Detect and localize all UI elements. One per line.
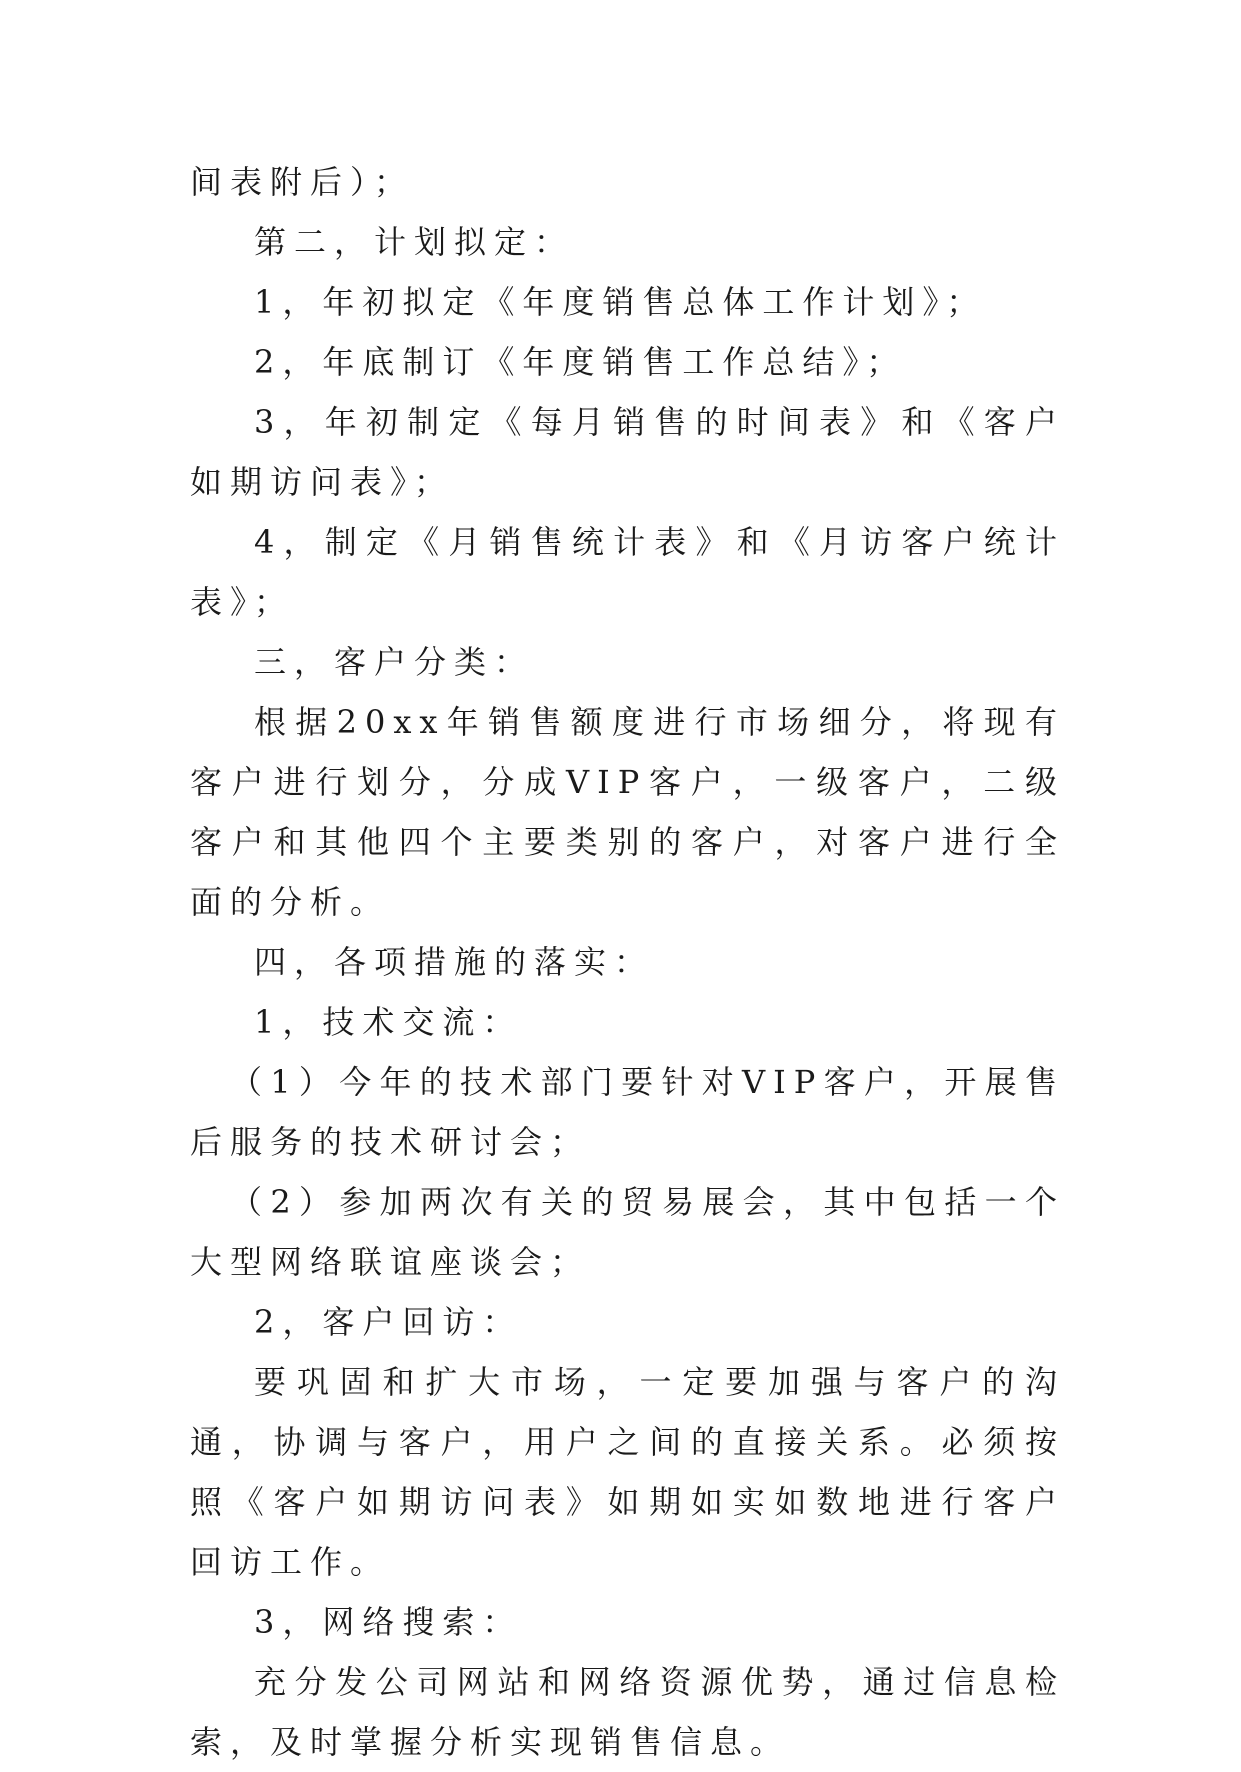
paragraph-customer-visit: 要巩固和扩大市场，一定要加强与客户的沟通，协调与客户，用户之间的直接关系。必须按照《客户如期访问表》如期如实如数地进行客户回访工作。 — [190, 1363, 1065, 1581]
list-item-tech-2: （2）参加两次有关的贸易展会，其中包括一个大型网络联谊座谈会； — [190, 1183, 1065, 1281]
paragraph-classification: 根据20xx年销售额度进行市场细分，将现有客户进行划分，分成VIP客户，一级客户，二级客户和其他四个主要类别的客户，对客户进行全面的分析。 — [190, 703, 1065, 921]
heading-plan: 第二，计划拟定： — [254, 223, 575, 261]
subheading-customer-visit: 2，客户回访： — [254, 1303, 523, 1341]
subheading-tech-exchange: 1，技术交流： — [254, 1003, 523, 1041]
list-item-plan-2: 2，年底制订《年度销售工作总结》； — [254, 343, 907, 381]
subheading-network-search: 3，网络搜索： — [254, 1603, 523, 1641]
paragraph-network-search: 充分发公司网站和网络资源优势，通过信息检索，及时掌握分析实现销售信息。 — [190, 1663, 1065, 1761]
list-item-plan-1: 1，年初拟定《年度销售总体工作计划》； — [254, 283, 987, 321]
heading-customer-classification: 三，客户分类： — [254, 643, 535, 681]
list-item-tech-1: （1）今年的技术部门要针对VIP客户，开展售后服务的技术研讨会； — [190, 1063, 1065, 1161]
paragraph-continuation: 间表附后）； — [190, 163, 415, 201]
list-item-plan-3: 3，年初制定《每月销售的时间表》和《客户如期访问表》； — [190, 403, 1065, 501]
heading-measures: 四，各项措施的落实： — [254, 943, 655, 981]
list-item-plan-4: 4，制定《月销售统计表》和《月访客户统计表》； — [190, 523, 1065, 621]
document-body — [190, 152, 1065, 1772]
